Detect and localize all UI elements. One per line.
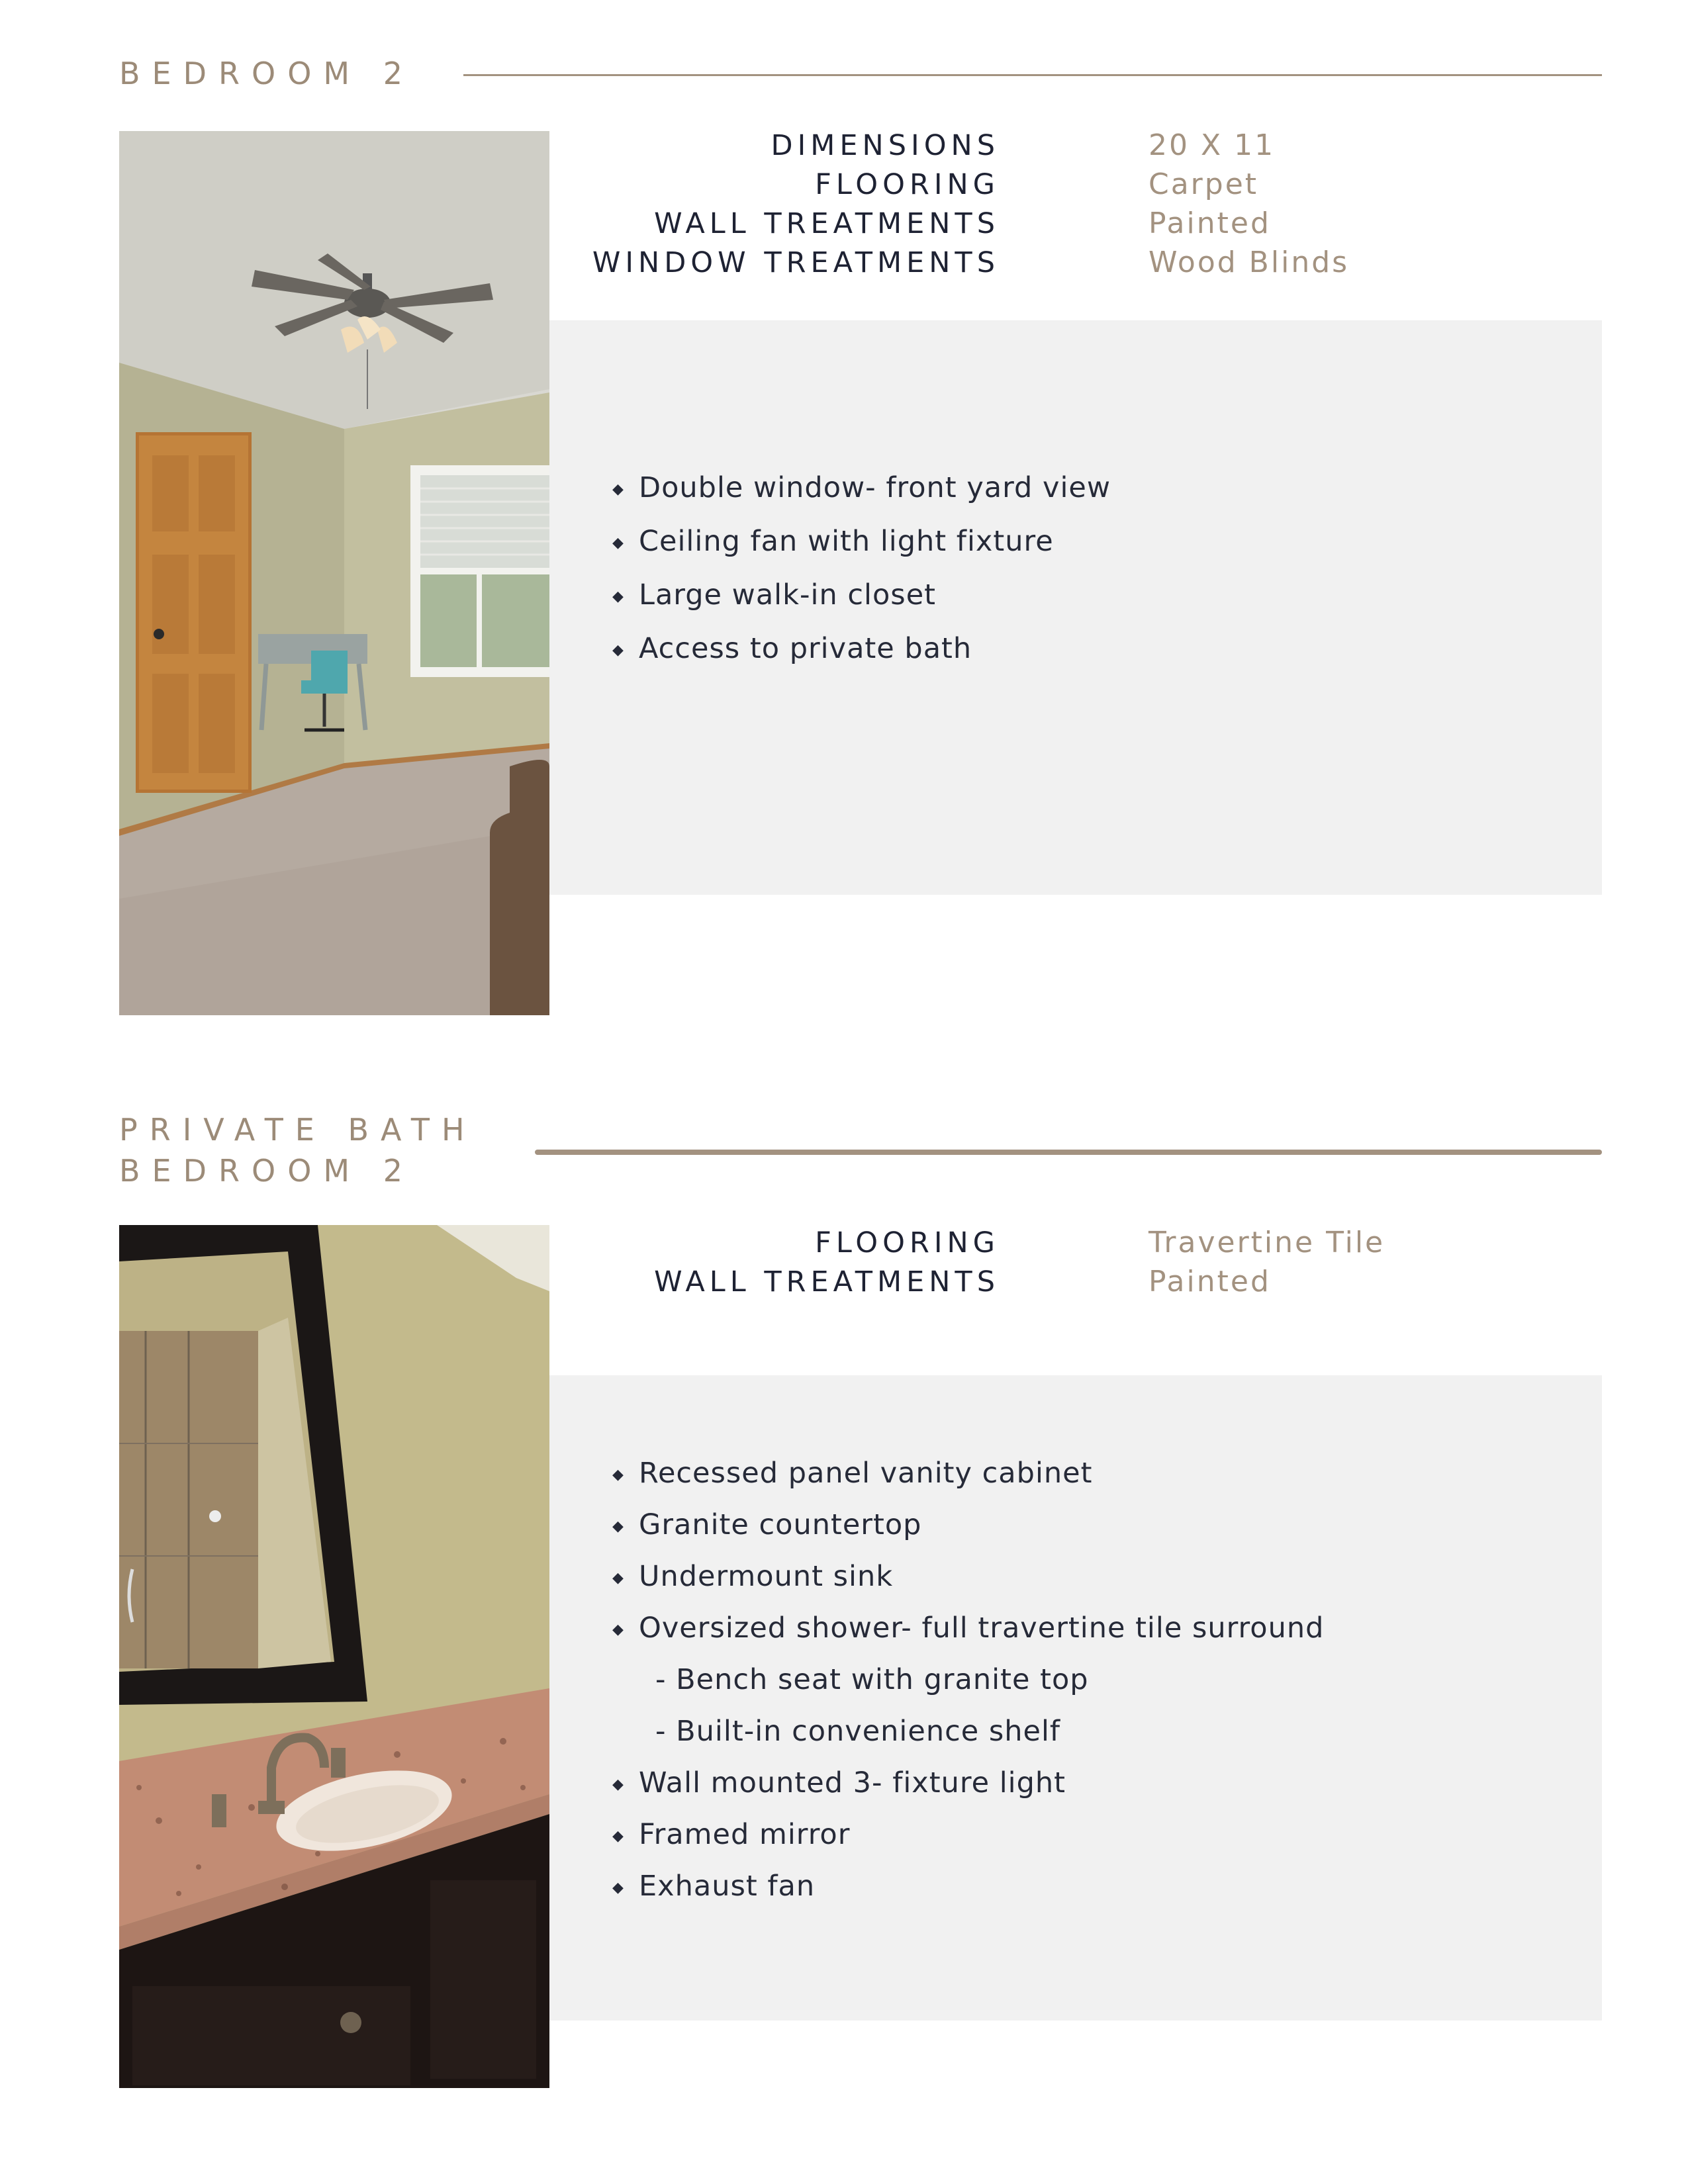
bullet-icon: ◆ [612, 1880, 624, 1896]
spec-value: 20 X 11 [1149, 128, 1276, 162]
list-item [612, 1560, 1324, 1612]
list-item [612, 1457, 1324, 1508]
feature-text: Wall mounted 3- fixture light [639, 1766, 1066, 1799]
feature-text: - Bench seat with granite top [655, 1663, 1089, 1696]
spec-label: FLOORING [815, 168, 1000, 201]
spec-value: Wood Blinds [1149, 246, 1350, 279]
spec-label: FLOORING [815, 1226, 1000, 1259]
bath-specs [549, 1223, 1602, 1302]
feature-text: Exhaust fan [639, 1870, 816, 1903]
feature-text: Ceiling fan with light fixture [639, 525, 1054, 558]
bedroom-title-rule [463, 74, 1602, 76]
feature-text: Large walk-in closet [639, 578, 937, 612]
list-item [612, 578, 1111, 632]
bullet-icon: ◆ [612, 1570, 624, 1586]
spec-row-flooring [549, 165, 1602, 205]
list-item [612, 525, 1111, 578]
bullet-icon: ◆ [612, 1776, 624, 1793]
bath-section-title-line2: BEDROOM 2 [119, 1153, 414, 1189]
spec-label: WALL TREATMENTS [654, 1265, 1000, 1298]
spec-value: Painted [1149, 206, 1271, 240]
spec-value: Carpet [1149, 167, 1259, 201]
feature-text: Oversized shower- full travertine tile surround [639, 1612, 1325, 1645]
list-item [612, 471, 1111, 525]
spec-label: WINDOW TREATMENTS [592, 246, 1000, 279]
list-item [612, 1508, 1324, 1560]
list-item [612, 1818, 1324, 1870]
list-subitem [612, 1663, 1324, 1715]
spec-row-window-treatments [549, 243, 1602, 283]
feature-text: Recessed panel vanity cabinet [639, 1457, 1093, 1490]
spec-value: Travertine Tile [1149, 1226, 1385, 1259]
list-subitem [612, 1715, 1324, 1766]
list-item [612, 1870, 1324, 1921]
spec-row-dimensions [549, 126, 1602, 165]
bedroom-features-panel [549, 320, 1602, 895]
bullet-icon: ◆ [612, 588, 624, 605]
bullet-icon: ◆ [612, 481, 624, 498]
spec-row-flooring [549, 1223, 1602, 1263]
list-item [612, 632, 1111, 686]
spec-row-wall-treatments [549, 204, 1602, 244]
spec-label: DIMENSIONS [771, 129, 1000, 162]
list-item [612, 1612, 1324, 1663]
spec-value: Painted [1149, 1265, 1271, 1298]
bedroom-section-title: BEDROOM 2 [119, 56, 414, 91]
bullet-icon: ◆ [612, 1518, 624, 1535]
spec-row-wall-treatments [549, 1262, 1602, 1302]
bath-feature-list [612, 1457, 1324, 1921]
feature-text: Access to private bath [639, 632, 972, 665]
feature-text: Framed mirror [639, 1818, 851, 1851]
spec-label: WALL TREATMENTS [654, 207, 1000, 240]
bath-title-rule [535, 1150, 1602, 1155]
bullet-icon: ◆ [612, 642, 624, 659]
feature-text: Granite countertop [639, 1508, 922, 1541]
bedroom-photo [119, 131, 549, 1015]
bath-photo [119, 1225, 549, 2088]
bath-section-title-line1: PRIVATE BATH [119, 1112, 477, 1148]
bath-features-panel [549, 1375, 1602, 2021]
feature-text: - Built-in convenience shelf [655, 1715, 1061, 1748]
bullet-icon: ◆ [612, 1621, 624, 1638]
list-item [612, 1766, 1324, 1818]
feature-text: Double window- front yard view [639, 471, 1111, 504]
bullet-icon: ◆ [612, 535, 624, 551]
bedroom-specs [549, 126, 1602, 285]
bedroom-feature-list [612, 471, 1111, 686]
bullet-icon: ◆ [612, 1828, 624, 1844]
bullet-icon: ◆ [612, 1467, 624, 1483]
feature-text: Undermount sink [639, 1560, 894, 1593]
